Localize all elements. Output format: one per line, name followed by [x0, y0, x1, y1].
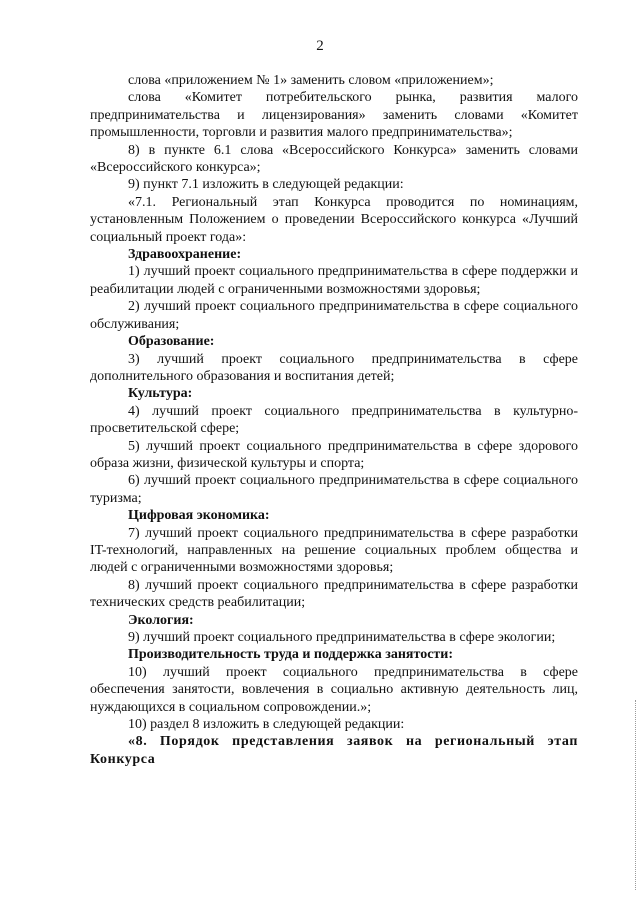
list-item: 10) лучший проект социального предпринимательства в сфере обеспечения занятости, вовлечения в социально активную деятельность лиц, нуждающихся в социальном сопровождении.»;	[90, 664, 578, 715]
paragraph: 9) пункт 7.1 изложить в следующей редакции:	[128, 177, 404, 193]
list-item: 3) лучший проект социального предпринимательства в сфере дополнительного образования и воспитания детей;	[90, 351, 578, 384]
section-heading: Производительность труда и поддержка занятости:	[128, 647, 454, 663]
section-heading: Цифровая экономика:	[128, 508, 270, 524]
paragraph: 8) в пункте 6.1 слова «Всероссийского Конкурса» заменить словами «Всероссийского конкурса»;	[90, 142, 578, 176]
list-item: 4) лучший проект социального предпринимательства в культурно-просветительской сфере;	[90, 403, 578, 437]
page-number: 2	[316, 38, 324, 54]
paragraph: 10) раздел 8 изложить в следующей редакции:	[128, 717, 405, 733]
list-item: 8) лучший проект социального предпринимательства в сфере разработки технических средств реабилитации;	[90, 577, 578, 611]
section-heading: Здравоохранение:	[128, 247, 242, 263]
section-heading: Культура:	[128, 386, 193, 402]
section-heading: Образование:	[128, 334, 215, 350]
paragraph: слова «Комитет потребительского рынка, развития малого предпринимательства и лицензирования» заменить словами «Комитет промышленности, торговли и развития малого предпринимательства»;	[90, 90, 578, 141]
list-item: 7) лучший проект социального предпринимательства в сфере разработки IT-технологий, направленных на решение социальных проблем общества и людей с ограниченными возможностями здоровья;	[90, 525, 578, 576]
document-body	[90, 72, 578, 768]
list-item: 2) лучший проект социального предпринимательства в сфере социального обслуживания;	[90, 299, 578, 332]
list-item: 5) лучший проект социального предпринимательства в сфере здорового образа жизни, физической культуры и спорта;	[90, 438, 578, 471]
section-heading: Экология:	[128, 612, 194, 628]
paragraph: слова «приложением № 1» заменить словом «приложением»;	[128, 73, 494, 88]
list-item: 9) лучший проект социального предпринимательства в сфере экологии;	[128, 630, 556, 645]
scan-edge-line	[635, 700, 637, 890]
list-item: 6) лучший проект социального предпринимательства в сфере социального туризма;	[90, 473, 578, 506]
list-item: 1) лучший проект социального предпринимательства в сфере поддержки и реабилитации людей с ограниченными возможностями здоровья;	[90, 264, 578, 297]
paragraph: «7.1. Региональный этап Конкурса проводится по номинациям, установленным Положением о проведении Всероссийского конкурса «Лучший социальный проект года»:	[90, 194, 578, 245]
section-title: «8. Порядок представления заявок на региональный этап Конкурса	[90, 734, 578, 767]
